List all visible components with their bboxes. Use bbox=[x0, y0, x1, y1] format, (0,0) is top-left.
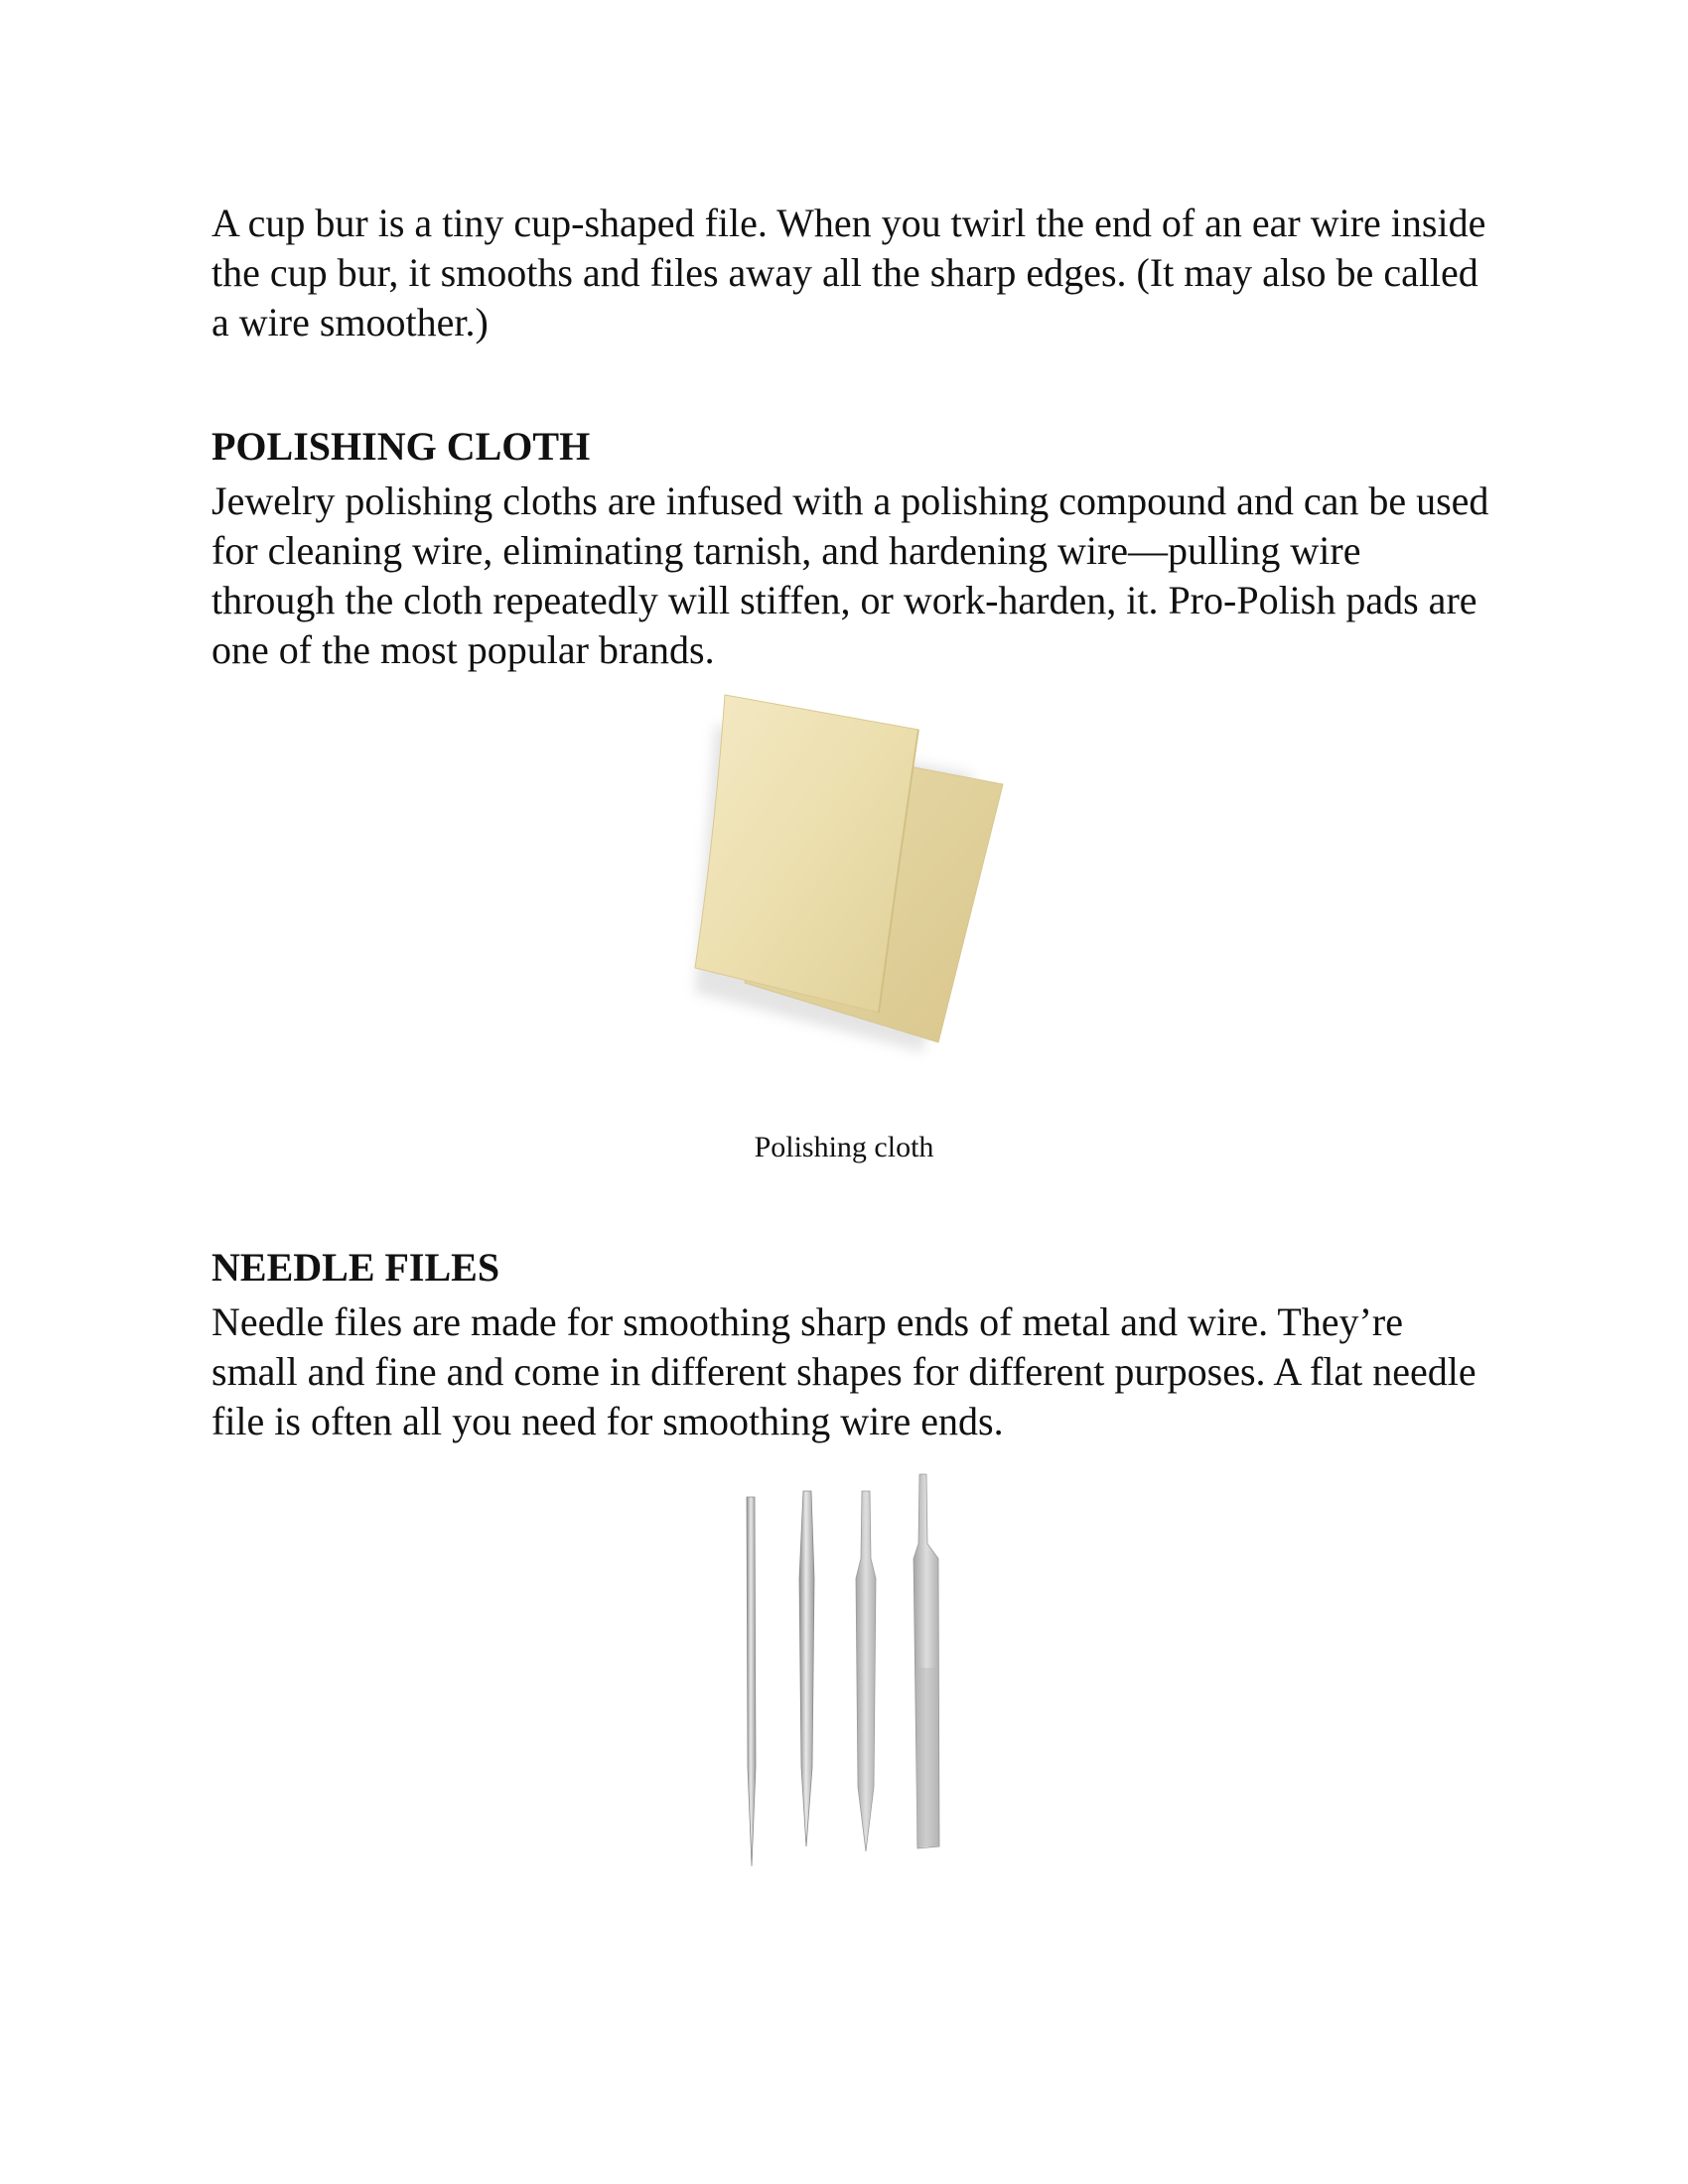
polishing-cloth-paragraph: Jewelry polishing cloths are infused with a polishing compound and can be used for cleaning wire, eliminating tarnish, and hardening wire—pulling wire through the cloth repeatedly will stiffen, or work-harden, it. Pro-Polish pads are one of the most popular brands. bbox=[211, 478, 1489, 672]
needle-files-icon bbox=[725, 1469, 963, 1876]
needle-files-paragraph: Needle files are made for smoothing sharp ends of metal and wire. They’re small and fine and come in different shapes for different purposes. A flat needle file is often all you need for smoothing wire ends. bbox=[211, 1299, 1477, 1443]
intro-paragraph: A cup bur is a tiny cup-shaped file. When you twirl the end of an ear wire inside the cup bur, it smooths and files away all the sharp edges. (It may also be called a wire smoother.) bbox=[211, 201, 1486, 344]
needle-files-image bbox=[725, 1469, 963, 1876]
polishing-cloth-image bbox=[675, 685, 1013, 1062]
polishing-cloth-heading: POLISHING CLOTH bbox=[211, 424, 591, 469]
needle-files-heading: NEEDLE FILES bbox=[211, 1245, 500, 1290]
polishing-cloth-caption: Polishing cloth bbox=[754, 1131, 934, 1163]
polishing-cloth-icon bbox=[675, 685, 1013, 1062]
